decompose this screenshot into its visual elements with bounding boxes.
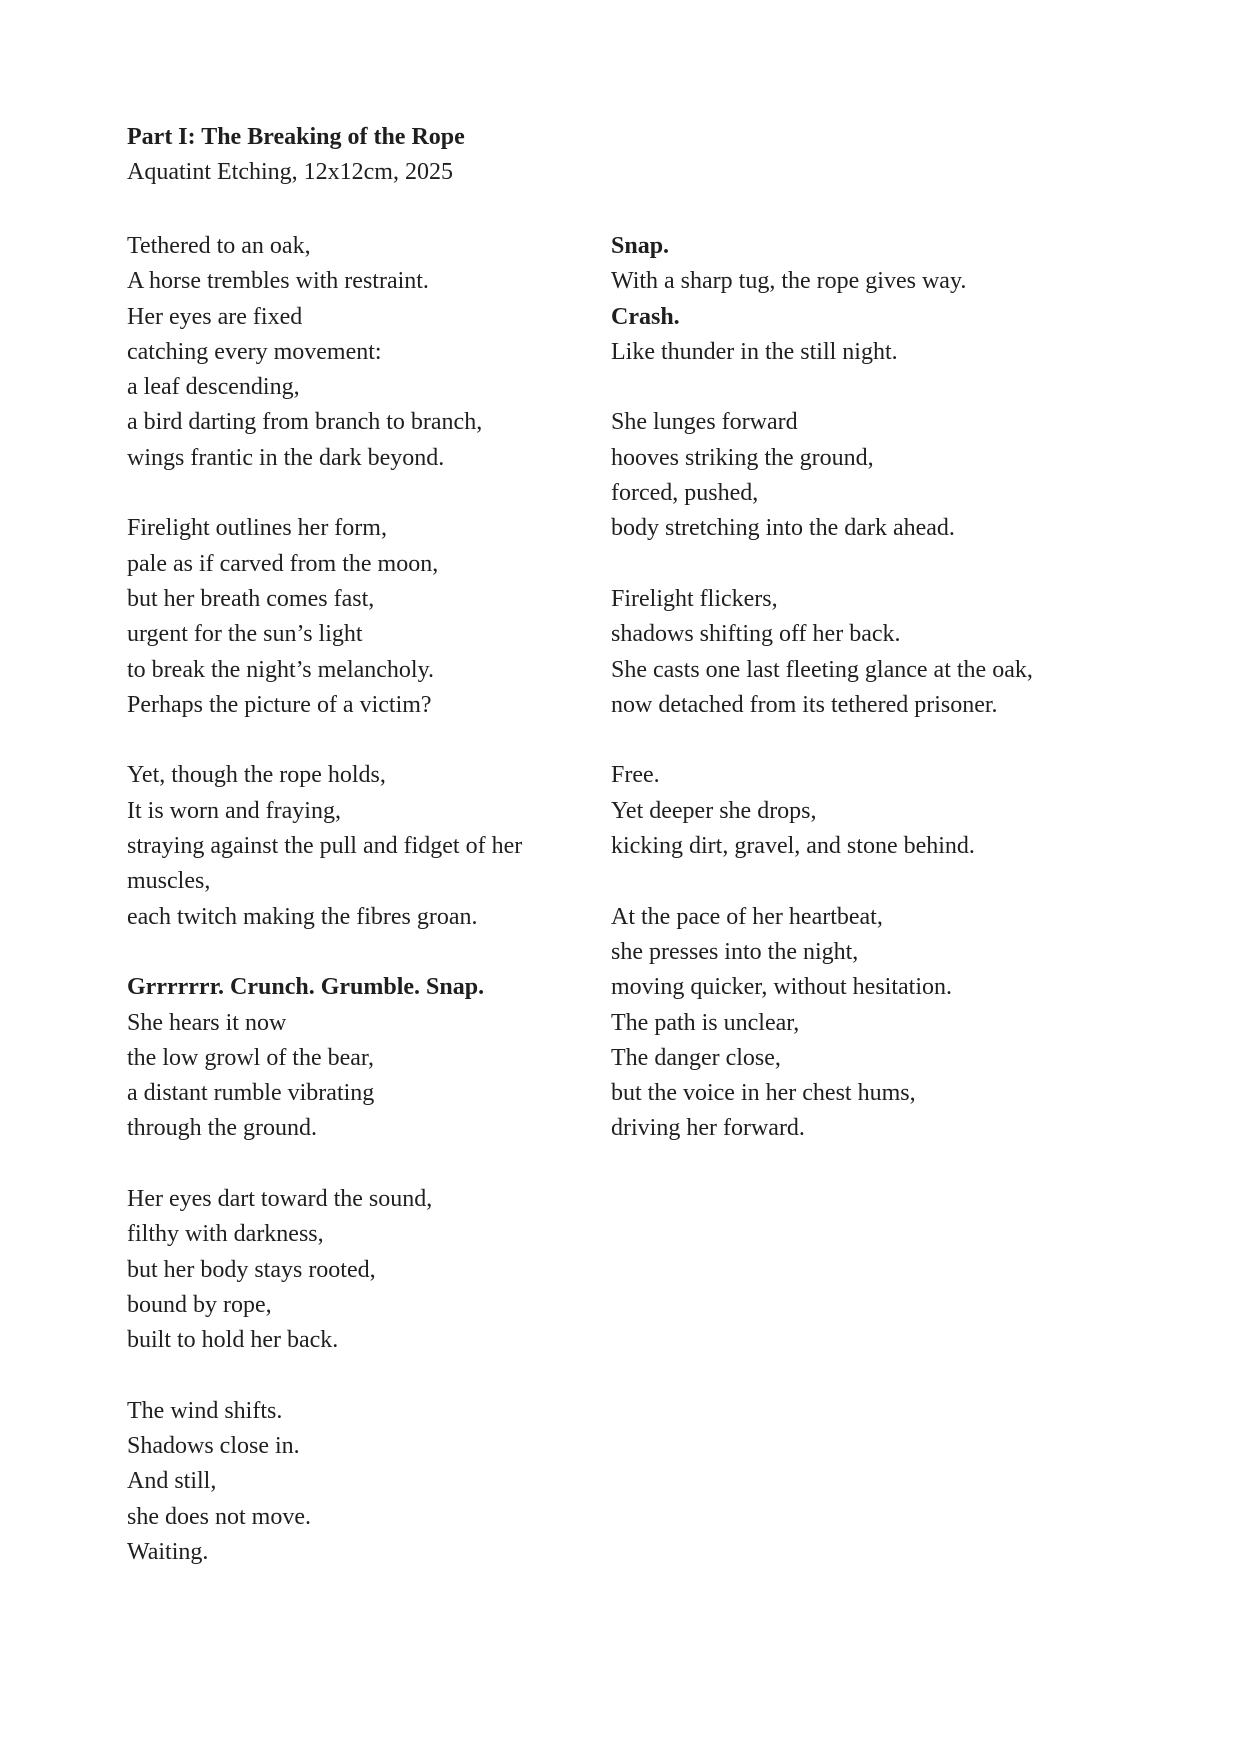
stanza-break [127,1147,597,1182]
poem-line: Firelight flickers, [611,585,778,612]
poem-line: she presses into the night, [611,938,859,965]
poem-line: a leaf descending, [127,374,300,401]
poem-line: Grrrrrrr. Crunch. Grumble. Snap. [127,974,485,1001]
poem-line: but her body stays rooted, [127,1256,376,1283]
poem-line: bound by rope, [127,1291,272,1318]
poem-line: but her breath comes fast, [127,585,375,612]
poem-line: a distant rumble vibrating [127,1080,375,1107]
poem-line: each twitch making the fibres groan. [127,903,478,930]
stanza-break [611,370,1131,405]
artwork-caption: Aquatint Etching, 12x12cm, 2025 [127,159,453,186]
poem-line: now detached from its tethered prisoner. [611,691,998,718]
poem-line: through the ground. [127,1115,317,1142]
poem-line: Yet deeper she drops, [611,797,817,824]
poem-right-column [611,229,1131,1147]
poem-line: hooves striking the ground, [611,444,874,471]
poem-line: body stretching into the dark ahead. [611,515,955,542]
stanza-break [611,547,1131,582]
poem-title: Part I: The Breaking of the Rope [127,124,465,150]
poem-line: moving quicker, without hesitation. [611,974,952,1001]
poem-line: The path is unclear, [611,1009,800,1036]
poem-line: the low growl of the bear, [127,1044,374,1071]
poem-line: She casts one last fleeting glance at the oak, [611,656,1033,683]
stanza-break [127,1359,597,1394]
poem-line: At the pace of her heartbeat, [611,903,883,930]
poem-line: Her eyes dart toward the sound, [127,1186,433,1213]
poem-line: Tethered to an oak, [127,233,311,259]
poem-line: Waiting. [127,1538,209,1565]
poem-line: forced, pushed, [611,480,759,507]
poem-line: Free. [611,762,660,789]
poem-line: Snap. [611,233,670,259]
poem-line: driving her forward. [611,1115,805,1142]
stanza-break [127,723,597,758]
poem-line: to break the night’s melancholy. [127,656,435,683]
stanza-break [611,864,1131,899]
document-header [127,120,687,191]
poem-left-column [127,229,597,1570]
poem-line: but the voice in her chest hums, [611,1080,916,1107]
poem-line: The wind shifts. [127,1397,283,1424]
poem-line: Like thunder in the still night. [611,338,898,365]
poem-line: catching every movement: [127,338,382,365]
poem-line: Firelight outlines her form, [127,515,387,542]
poem-line: Her eyes are fixed [127,303,303,330]
poem-line: kicking dirt, gravel, and stone behind. [611,833,975,860]
poem-line: pale as if carved from the moon, [127,550,439,577]
poem-line: she does not move. [127,1503,311,1530]
poem-line: shadows shifting off her back. [611,621,901,648]
poem-line: She hears it now [127,1009,287,1036]
poem-line: The danger close, [611,1044,781,1071]
poem-line: Yet, though the rope holds, [127,762,386,789]
poem-line: Crash. [611,303,680,330]
poem-line: wings frantic in the dark beyond. [127,444,445,471]
poem-line: With a sharp tug, the rope gives way. [611,268,967,295]
poem-line: muscles, [127,868,211,895]
poem-line: A horse trembles with restraint. [127,268,429,295]
poem-line: filthy with darkness, [127,1221,324,1248]
poem-line: And still, [127,1468,217,1495]
poem-line: straying against the pull and fidget of her [127,833,523,860]
poem-line: Shadows close in. [127,1433,300,1460]
stanza-break [611,723,1131,758]
poem-line: Perhaps the picture of a victim? [127,691,432,718]
poem-line: urgent for the sun’s light [127,621,363,648]
poem-line: a bird darting from branch to branch, [127,409,483,436]
poem-line: She lunges forward [611,409,798,436]
poem-line: built to hold her back. [127,1327,339,1354]
stanza-break [127,935,597,970]
stanza-break [127,476,597,511]
poem-line: It is worn and fraying, [127,797,341,824]
